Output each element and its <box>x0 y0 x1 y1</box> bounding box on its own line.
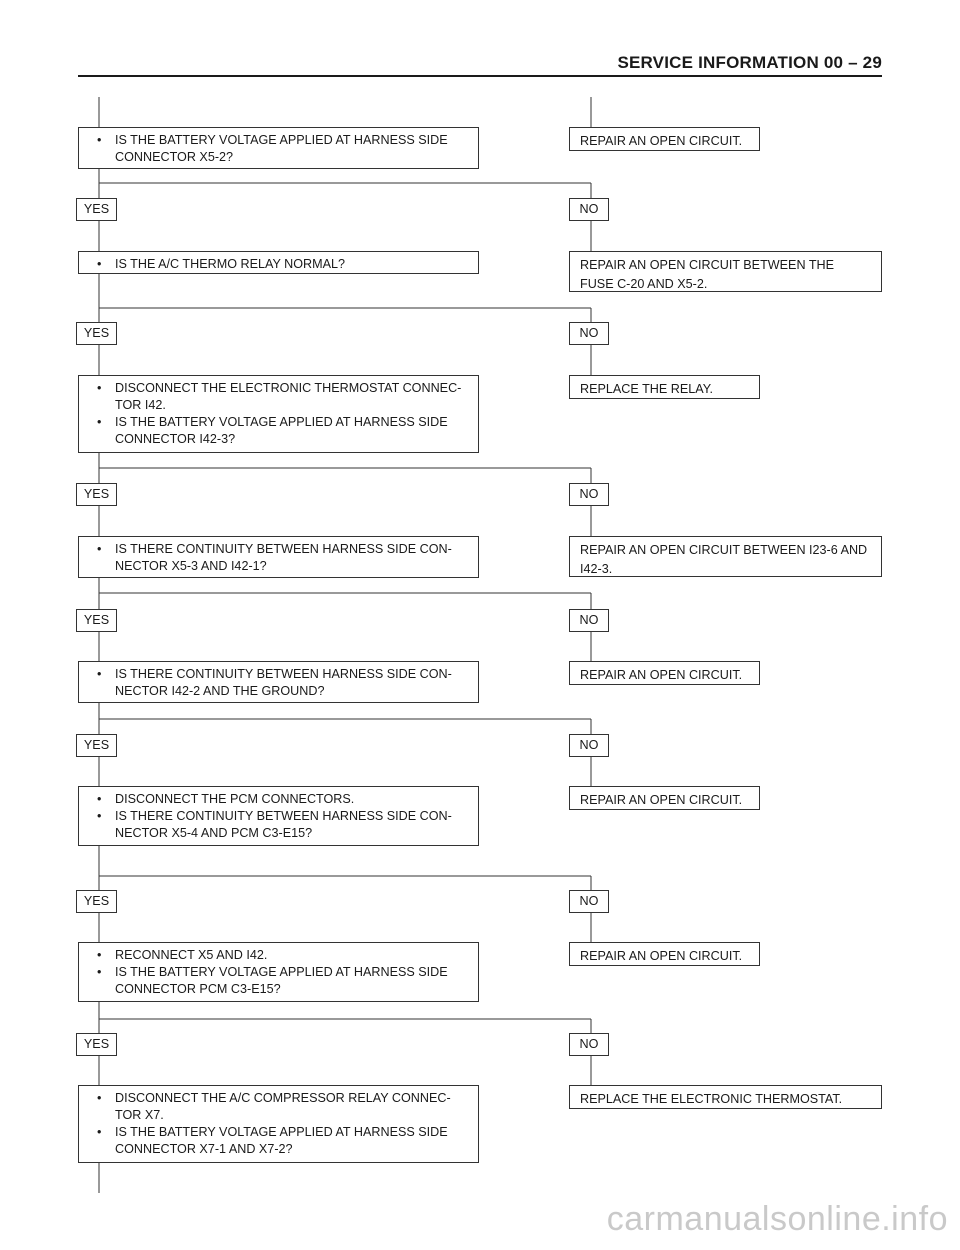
bullet-icon: • <box>97 948 102 962</box>
check-item <box>89 380 468 414</box>
bullet-icon: • <box>97 965 102 979</box>
no-label: NO <box>569 1033 609 1056</box>
no-label: NO <box>569 483 609 506</box>
check-text: DISCONNECT THE ELECTRONIC THERMOSTAT CONNEC- TOR I42. <box>115 381 462 412</box>
bullet-icon: • <box>97 667 102 681</box>
action-box: REPLACE THE ELECTRONIC THERMOSTAT. <box>569 1085 882 1109</box>
check-item <box>89 791 468 808</box>
bullet-icon: • <box>97 415 102 429</box>
action-box: REPAIR AN OPEN CIRCUIT BETWEEN THE FUSE C-20 AND X5-2. <box>569 251 882 292</box>
no-label: NO <box>569 609 609 632</box>
check-item <box>89 132 468 166</box>
check-item <box>89 1090 468 1124</box>
check-item <box>89 256 468 273</box>
action-box: REPAIR AN OPEN CIRCUIT. <box>569 661 760 685</box>
yes-label: YES <box>76 322 117 345</box>
no-label: NO <box>569 322 609 345</box>
action-box: REPAIR AN OPEN CIRCUIT. <box>569 942 760 966</box>
action-box: REPAIR AN OPEN CIRCUIT BETWEEN I23-6 AND I42-3. <box>569 536 882 577</box>
check-text: IS THE BATTERY VOLTAGE APPLIED AT HARNESS SIDE CONNECTOR X5-2? <box>115 133 448 164</box>
bullet-icon: • <box>97 792 102 806</box>
no-label: NO <box>569 198 609 221</box>
bullet-icon: • <box>97 257 102 271</box>
check-box <box>78 942 479 1002</box>
check-text: IS THE BATTERY VOLTAGE APPLIED AT HARNESS SIDE CONNECTOR I42-3? <box>115 415 448 446</box>
yes-label: YES <box>76 609 117 632</box>
check-item <box>89 947 468 964</box>
check-item <box>89 666 468 700</box>
watermark: carmanualsonline.info <box>606 1200 948 1238</box>
check-text: IS THERE CONTINUITY BETWEEN HARNESS SIDE CON- NECTOR I42-2 AND THE GROUND? <box>115 667 452 698</box>
check-item <box>89 808 468 842</box>
check-text: DISCONNECT THE A/C COMPRESSOR RELAY CONNEC- TOR X7. <box>115 1091 451 1122</box>
check-item <box>89 541 468 575</box>
yes-label: YES <box>76 734 117 757</box>
check-item <box>89 1124 468 1158</box>
bullet-icon: • <box>97 1091 102 1105</box>
check-text: DISCONNECT THE PCM CONNECTORS. <box>115 792 355 806</box>
bullet-icon: • <box>97 381 102 395</box>
yes-label: YES <box>76 890 117 913</box>
bullet-icon: • <box>97 133 102 147</box>
check-text: IS THE BATTERY VOLTAGE APPLIED AT HARNESS SIDE CONNECTOR X7-1 AND X7-2? <box>115 1125 448 1156</box>
bullet-icon: • <box>97 542 102 556</box>
check-item <box>89 964 468 998</box>
bullet-icon: • <box>97 1125 102 1139</box>
bullet-icon: • <box>97 809 102 823</box>
page-header: SERVICE INFORMATION 00 – 29 <box>617 53 882 72</box>
check-text: IS THE BATTERY VOLTAGE APPLIED AT HARNESS SIDE CONNECTOR PCM C3-E15? <box>115 965 448 996</box>
yes-label: YES <box>76 198 117 221</box>
check-box <box>78 127 479 169</box>
action-box: REPAIR AN OPEN CIRCUIT. <box>569 127 760 151</box>
action-box: REPLACE THE RELAY. <box>569 375 760 399</box>
check-box <box>78 536 479 578</box>
check-box <box>78 786 479 846</box>
check-box <box>78 375 479 453</box>
check-text: RECONNECT X5 AND I42. <box>115 948 268 962</box>
action-box: REPAIR AN OPEN CIRCUIT. <box>569 786 760 810</box>
check-box <box>78 251 479 274</box>
check-text: IS THERE CONTINUITY BETWEEN HARNESS SIDE CON- NECTOR X5-3 AND I42-1? <box>115 542 452 573</box>
no-label: NO <box>569 890 609 913</box>
check-item <box>89 414 468 448</box>
yes-label: YES <box>76 483 117 506</box>
check-text: IS THE A/C THERMO RELAY NORMAL? <box>115 257 346 271</box>
check-box <box>78 1085 479 1163</box>
yes-label: YES <box>76 1033 117 1056</box>
check-text: IS THERE CONTINUITY BETWEEN HARNESS SIDE CON- NECTOR X5-4 AND PCM C3-E15? <box>115 809 452 840</box>
no-label: NO <box>569 734 609 757</box>
check-box <box>78 661 479 703</box>
